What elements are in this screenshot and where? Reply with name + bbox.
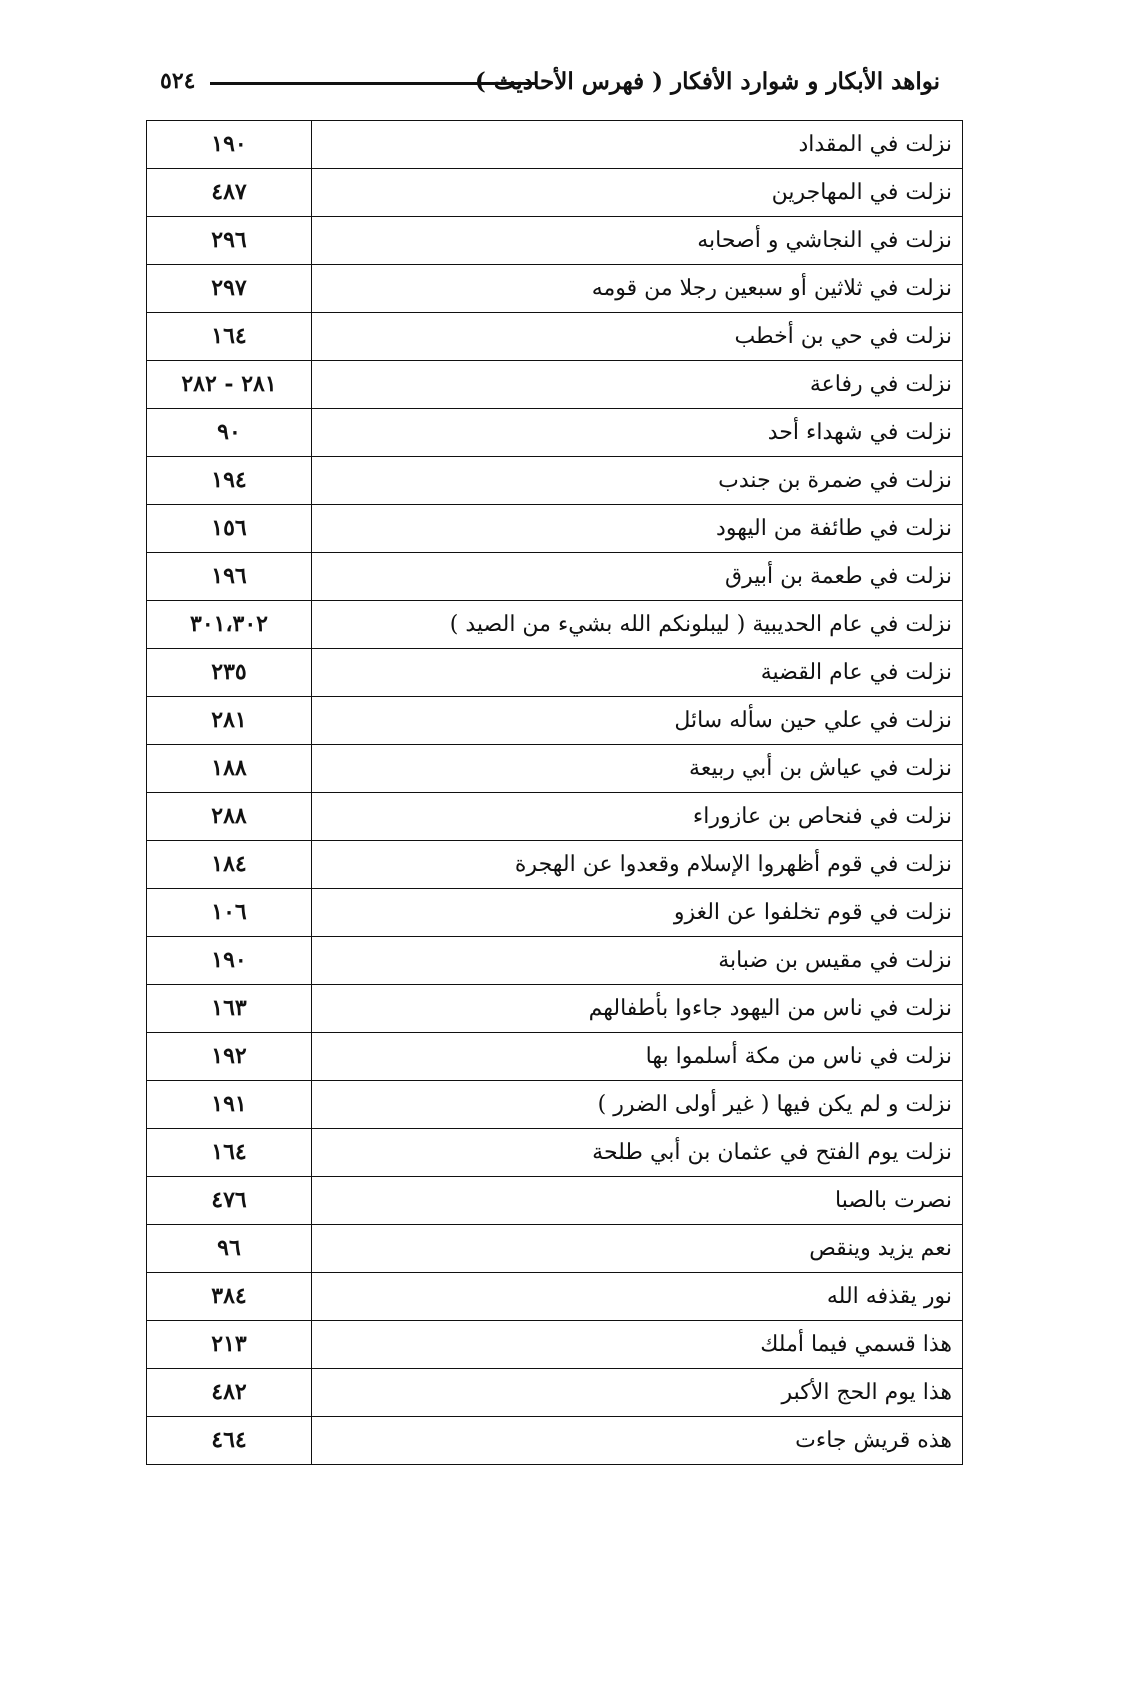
- page-reference-cell: ٤٨٢: [147, 1369, 312, 1417]
- page-reference-cell: ٢٨١: [147, 697, 312, 745]
- table-row: [147, 937, 963, 985]
- hadith-text-cell: نصرت بالصبا: [312, 1177, 963, 1225]
- page-reference-cell: ١٩٦: [147, 553, 312, 601]
- hadith-text-cell: نزلت في شهداء أحد: [312, 409, 963, 457]
- page-reference-cell: ١٦٤: [147, 1129, 312, 1177]
- table-row: [147, 265, 963, 313]
- index-table-body: [147, 121, 963, 1465]
- page-reference-cell: ٣٨٤: [147, 1273, 312, 1321]
- table-row: [147, 793, 963, 841]
- hadith-text-cell: نزلت في ناس من اليهود جاءوا بأطفالهم: [312, 985, 963, 1033]
- running-title: نواهد الأبكار و شوارد الأفكار ( فهرس الأحاديث ): [474, 68, 940, 95]
- hadith-text-cell: نزلت في عام القضية: [312, 649, 963, 697]
- table-row: [147, 457, 963, 505]
- hadith-text-cell: نزلت في عياش بن أبي ربيعة: [312, 745, 963, 793]
- hadith-text-cell: نور يقذفه الله: [312, 1273, 963, 1321]
- hadith-text-cell: نعم يزيد وينقص: [312, 1225, 963, 1273]
- table-row: [147, 1225, 963, 1273]
- table-row: [147, 889, 963, 937]
- hadith-text-cell: نزلت يوم الفتح في عثمان بن أبي طلحة: [312, 1129, 963, 1177]
- page-reference-cell: ٣٠١،٣٠٢: [147, 601, 312, 649]
- hadith-text-cell: نزلت في قوم تخلفوا عن الغزو: [312, 889, 963, 937]
- page-reference-cell: ٢١٣: [147, 1321, 312, 1369]
- page-reference-cell: ٢٣٥: [147, 649, 312, 697]
- page-reference-cell: ٢٩٧: [147, 265, 312, 313]
- hadith-text-cell: نزلت في فنحاص بن عازوراء: [312, 793, 963, 841]
- hadith-text-cell: نزلت في النجاشي و أصحابه: [312, 217, 963, 265]
- table-row: [147, 985, 963, 1033]
- page-reference-cell: ١٨٤: [147, 841, 312, 889]
- table-row: [147, 745, 963, 793]
- page-reference-cell: ٢٨١ - ٢٨٢: [147, 361, 312, 409]
- hadith-text-cell: نزلت في طائفة من اليهود: [312, 505, 963, 553]
- hadith-text-cell: نزلت في ضمرة بن جندب: [312, 457, 963, 505]
- table-row: [147, 553, 963, 601]
- page-number: ٥٢٤: [160, 68, 196, 94]
- hadith-text-cell: نزلت في المقداد: [312, 121, 963, 169]
- page-reference-cell: ١٦٤: [147, 313, 312, 361]
- hadith-text-cell: نزلت في قوم أظهروا الإسلام وقعدوا عن الهجرة: [312, 841, 963, 889]
- table-row: [147, 313, 963, 361]
- hadith-text-cell: نزلت في رفاعة: [312, 361, 963, 409]
- hadith-text-cell: نزلت و لم يكن فيها ( غير أولى الضرر ): [312, 1081, 963, 1129]
- table-row: [147, 1081, 963, 1129]
- table-row: [147, 697, 963, 745]
- table-row: [147, 217, 963, 265]
- page-reference-cell: ١٩٠: [147, 121, 312, 169]
- page-header: [160, 62, 940, 102]
- page-reference-cell: ٢٨٨: [147, 793, 312, 841]
- page-reference-cell: ١٦٣: [147, 985, 312, 1033]
- page-reference-cell: ١٩٤: [147, 457, 312, 505]
- page-reference-cell: ١٩٠: [147, 937, 312, 985]
- table-row: [147, 1321, 963, 1369]
- table-row: [147, 841, 963, 889]
- table-row: [147, 1033, 963, 1081]
- page-reference-cell: ١٥٦: [147, 505, 312, 553]
- hadith-text-cell: نزلت في ثلاثين أو سبعين رجلا من قومه: [312, 265, 963, 313]
- hadith-text-cell: نزلت في ناس من مكة أسلموا بها: [312, 1033, 963, 1081]
- hadith-text-cell: هذا قسمي فيما أملك: [312, 1321, 963, 1369]
- table-row: [147, 1177, 963, 1225]
- page-reference-cell: ٢٩٦: [147, 217, 312, 265]
- page-reference-cell: ٤٧٦: [147, 1177, 312, 1225]
- page-reference-cell: ١٠٦: [147, 889, 312, 937]
- page-reference-cell: ٩٦: [147, 1225, 312, 1273]
- table-row: [147, 169, 963, 217]
- hadith-text-cell: نزلت في طعمة بن أبيرق: [312, 553, 963, 601]
- header-rule: [210, 82, 535, 85]
- page-reference-cell: ١٩٢: [147, 1033, 312, 1081]
- hadith-index-table: [146, 120, 963, 1465]
- page-reference-cell: ٩٠: [147, 409, 312, 457]
- table-row: [147, 505, 963, 553]
- table-row: [147, 649, 963, 697]
- hadith-text-cell: نزلت في حي بن أخطب: [312, 313, 963, 361]
- hadith-text-cell: نزلت في عام الحديبية ( ليبلونكم الله بشيء من الصيد ): [312, 601, 963, 649]
- table-row: [147, 1129, 963, 1177]
- page-reference-cell: ١٩١: [147, 1081, 312, 1129]
- table-row: [147, 409, 963, 457]
- hadith-text-cell: نزلت في علي حين سأله سائل: [312, 697, 963, 745]
- table-row: [147, 1417, 963, 1465]
- hadith-text-cell: هذه قريش جاءت: [312, 1417, 963, 1465]
- hadith-text-cell: هذا يوم الحج الأكبر: [312, 1369, 963, 1417]
- page-reference-cell: ٤٨٧: [147, 169, 312, 217]
- hadith-text-cell: نزلت في المهاجرين: [312, 169, 963, 217]
- page-reference-cell: ٤٦٤: [147, 1417, 312, 1465]
- hadith-text-cell: نزلت في مقيس بن ضبابة: [312, 937, 963, 985]
- table-row: [147, 121, 963, 169]
- table-row: [147, 1273, 963, 1321]
- table-row: [147, 1369, 963, 1417]
- table-row: [147, 361, 963, 409]
- table-row: [147, 601, 963, 649]
- page-reference-cell: ١٨٨: [147, 745, 312, 793]
